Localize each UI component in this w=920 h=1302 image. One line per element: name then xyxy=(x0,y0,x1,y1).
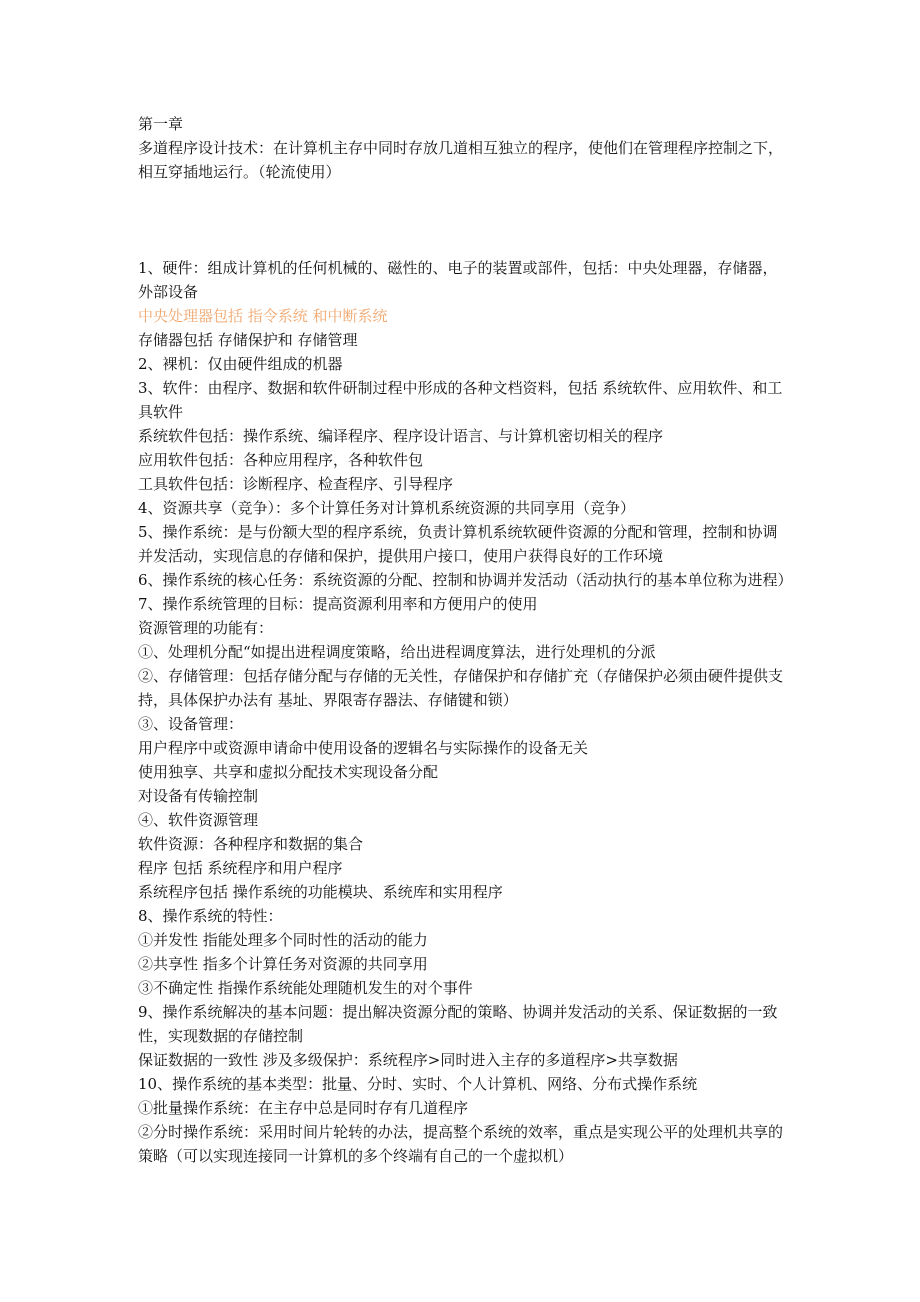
application-software-line: 应用软件包括：各种应用程序，各种软件包 xyxy=(138,451,424,469)
item-management-goals: 7、操作系统管理的目标：提高资源利用率和方便用户的使用 xyxy=(138,595,538,613)
program-includes-line: 程序 包括 系统程序和用户程序 xyxy=(138,859,343,877)
chapter-title: 第一章 xyxy=(138,115,184,133)
system-software-line: 系统软件包括：操作系统、编译程序、程序设计语言、与计算机密切相关的程序 xyxy=(138,427,664,445)
storage-management-line: ②、存储管理：包括存储分配与存储的无关性，存储保护和存储扩充（存储保护必须由硬件提供支持，具体保护办法有 基址、界限寄存器法、存储键和锁） xyxy=(138,667,784,709)
memory-line: 存储器包括 存储保护和 存储管理 xyxy=(138,331,358,349)
item-os-characteristics: 8、操作系统的特性： xyxy=(138,907,283,925)
device-allocation-line: 使用独享、共享和虚拟分配技术实现设备分配 xyxy=(138,763,439,781)
processor-allocation-line: ①、处理机分配“如提出进程调度策略，给出进程调度算法，进行处理机的分派 xyxy=(138,643,656,661)
device-management-heading: ③、设备管理： xyxy=(138,715,244,733)
item-bare-machine: 2、裸机：仅由硬件组成的机器 xyxy=(138,355,343,373)
highlight-cpu-line: 中央处理器包括 指令系统 和中断系统 xyxy=(138,307,388,325)
system-program-includes-line: 系统程序包括 操作系统的功能模块、系统库和实用程序 xyxy=(138,883,503,901)
resource-functions-heading: 资源管理的功能有： xyxy=(138,619,274,637)
item-os-types: 10、操作系统的基本类型：批量、分时、实时、个人计算机、网络、分布式操作系统 xyxy=(138,1075,698,1093)
tool-software-line: 工具软件包括：诊断程序、检查程序、引导程序 xyxy=(138,475,454,493)
timesharing-os-line: ②分时操作系统：采用时间片轮转的办法，提高整个系统的效率，重点是实现公平的处理机共享的策略（可以实现连接同一计算机的多个终端有自己的一个虚拟机） xyxy=(138,1123,784,1165)
nondeterminism-line: ③不确定性 指操作系统能处理随机发生的对个事件 xyxy=(138,979,473,997)
device-transfer-line: 对设备有传输控制 xyxy=(138,787,259,805)
item-resource-sharing: 4、资源共享（竞争）：多个计算任务对计算机系统资源的共同享用（竞争） xyxy=(138,499,636,517)
batch-os-line: ①批量操作系统：在主存中总是同时存有几道程序 xyxy=(138,1099,469,1117)
item-core-tasks: 6、操作系统的核心任务：系统资源的分配、控制和协调并发活动（活动执行的基本单位称为进程） xyxy=(138,571,793,589)
sharing-line: ②共享性 指多个计算任务对资源的共同享用 xyxy=(138,955,428,973)
software-resource-heading: ④、软件资源管理 xyxy=(138,811,259,829)
document-page xyxy=(138,112,793,1168)
item-operating-system: 5、操作系统：是与份额大型的程序系统，负责计算机系统软硬件资源的分配和管理，控制和协调并发活动，实现信息的存储和保护，提供用户接口，使用户获得良好的工作环境 xyxy=(138,523,778,565)
intro-paragraph: 多道程序设计技术：在计算机主存中同时存放几道相互独立的程序，使他们在管理程序控制之下，相互穿插地运行。（轮流使用） xyxy=(138,139,784,181)
item-hardware: 1、硬件：组成计算机的任何机械的、磁性的、电子的装置或部件，包括：中央处理器，存储器，外部设备 xyxy=(138,259,778,301)
concurrency-line: ①并发性 指能处理多个同时性的活动的能力 xyxy=(138,931,428,949)
device-logical-name-line: 用户程序中或资源申请命中使用设备的逻辑名与实际操作的设备无关 xyxy=(138,739,589,757)
spacer xyxy=(138,184,788,256)
data-consistency-line: 保证数据的一致性 涉及多级保护：系统程序>同时进入主存的多道程序>共享数据 xyxy=(138,1051,678,1069)
item-basic-problems: 9、操作系统解决的基本问题：提出解决资源分配的策略、协调并发活动的关系、保证数据的一致性，实现数据的存储控制 xyxy=(138,1003,778,1045)
item-software: 3、软件：由程序、数据和软件研制过程中形成的各种文档资料，包括 系统软件、应用软件、和工具软件 xyxy=(138,379,783,421)
software-resource-def: 软件资源：各种程序和数据的集合 xyxy=(138,835,364,853)
